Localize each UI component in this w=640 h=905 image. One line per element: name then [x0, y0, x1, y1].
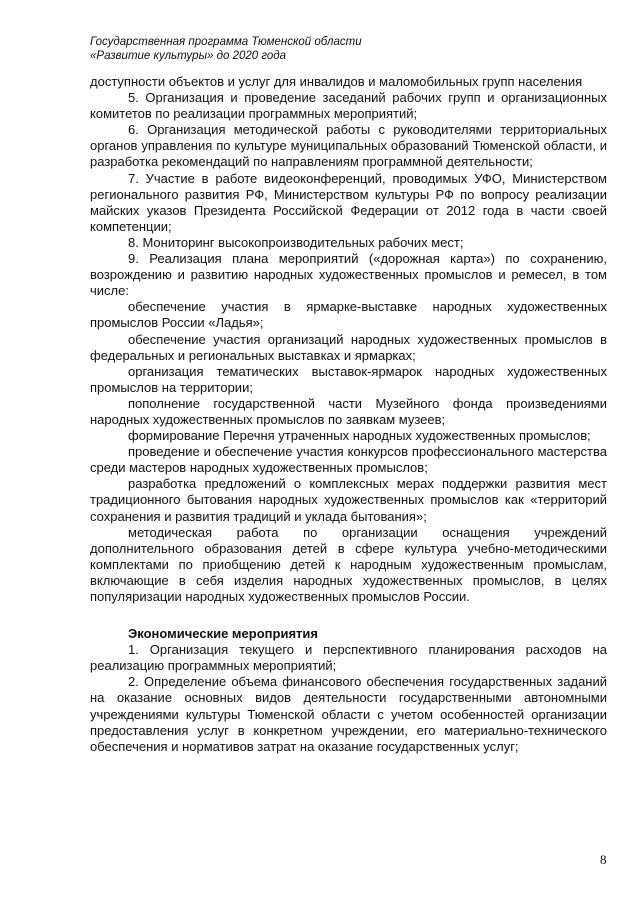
page-number: 8 [600, 852, 607, 867]
section-heading: Экономические мероприятия [128, 626, 318, 642]
paragraph: обеспечение участия в ярмарке-выставке народных художественных промыслов России «Ладья»; [90, 299, 607, 331]
paragraph: 5. Организация и проведение заседаний рабочих групп и организационных комитетов по реализации программных мероприятий; [90, 90, 607, 122]
paragraph: разработка предложений о комплексных мерах поддержки развития мест традиционного бытования народных художественных промыслов как «территорий сохранения и развития традиций и уклада бытования»; [90, 476, 607, 524]
document-body [90, 74, 607, 755]
paragraph: 7. Участие в работе видеоконференций, проводимых УФО, Министерством регионального развития РФ, Министерством культуры РФ по вопросу реализации майских указов Президента Российской Федерации от 2012 года в части своей компетенции; [90, 170, 607, 234]
paragraph: 2. Определение объема финансового обеспечения государственных заданий на оказание основных видов деятельности государственными автономными учреждениями культуры Тюменской области с учетом особенностей организации предоставления услуг в конкретном учреждении, его материально-технического обеспечения и нормативов затрат на оказание государственных услуг; [90, 674, 607, 754]
page-header [90, 35, 362, 63]
paragraph: 1. Организация текущего и перспективного планирования расходов на реализацию программных мероприятий; [90, 642, 607, 674]
paragraph: организация тематических выставок-ярмарок народных художественных промыслов на территории; [90, 363, 607, 395]
paragraph: 6. Организация методической работы с руководителями территориальных органов управления по культуре муниципальных образований Тюменской области, и разработка рекомендаций по направлениям программной деятельности; [90, 122, 607, 170]
header-line-2: «Развитие культуры» до 2020 года [90, 50, 287, 62]
paragraph: методическая работа по организации оснащения учреждений дополнительного образования детей в сфере культура учебно-методическими комплектами по приобщению детей к народным художественным промыслам, включающие в себя изделия народных художественных промыслов, в целях популяризации народных художественных промыслов России. [90, 524, 607, 604]
header-line-1: Государственная программа Тюменской области [90, 36, 362, 48]
paragraph: проведение и обеспечение участия конкурсов профессионального мастерства среди мастеров народных художественных промыслов; [90, 444, 607, 476]
paragraph: 9. Реализация плана мероприятий («дорожная карта») по сохранению, возрождению и развитию народных художественных промыслов и ремесел, в том числе: [90, 251, 607, 299]
paragraph: формирование Перечня утраченных народных художественных промыслов; [128, 428, 591, 444]
paragraph: 8. Мониторинг высокопроизводительных рабочих мест; [128, 234, 464, 250]
paragraph: обеспечение участия организаций народных художественных промыслов в федеральных и региональных выставках и ярмарках; [90, 331, 607, 363]
paragraph: доступности объектов и услуг для инвалидов и маломобильных групп населения [90, 74, 583, 89]
paragraph: пополнение государственной части Музейного фонда произведениями народных художественных промыслов по заявкам музеев; [90, 395, 607, 427]
